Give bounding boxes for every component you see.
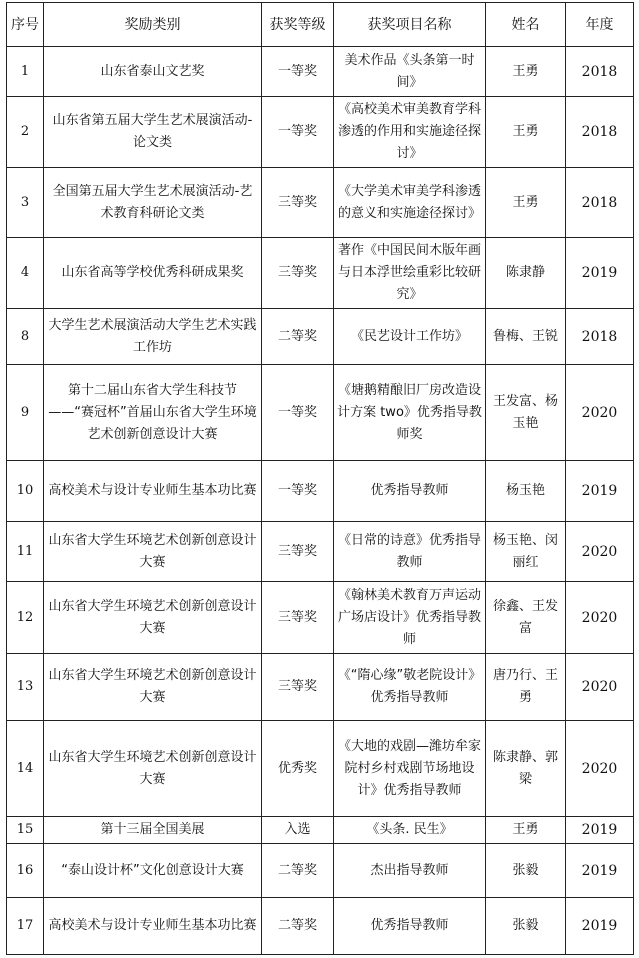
cell-project: 《“隋心缘”敬老院设计》优秀指导教师	[334, 654, 486, 721]
cell-year: 2019	[566, 461, 634, 522]
cell-name: 鲁梅、王锐	[486, 309, 566, 365]
cell-year: 2019	[566, 844, 634, 898]
cell-project: 《塘鹅精酿旧厂房改造设计方案 two》优秀指导教师奖	[334, 365, 486, 461]
cell-project: 《大学美术审美学科渗透的意义和实施途径探讨》	[334, 168, 486, 238]
cell-project: 《日常的诗意》优秀指导教师	[334, 522, 486, 582]
cell-category: 高校美术与设计专业师生基本功比赛	[44, 461, 262, 522]
table-row	[7, 844, 634, 898]
cell-category: 山东省大学生环境艺术创新创意设计大赛	[44, 522, 262, 582]
cell-no: 3	[7, 168, 44, 238]
cell-project: 优秀指导教师	[334, 461, 486, 522]
header-year: 年度	[566, 3, 634, 47]
table-row	[7, 461, 634, 522]
cell-no: 8	[7, 309, 44, 365]
cell-project: 《民艺设计工作坊》	[334, 309, 486, 365]
cell-project: 《大地的戏剧—潍坊牟家院村乡村戏剧节场地设计》优秀指导教师	[334, 721, 486, 817]
table-row	[7, 654, 634, 721]
cell-category: 大学生艺术展演活动大学生艺术实践工作坊	[44, 309, 262, 365]
cell-no: 17	[7, 898, 44, 955]
cell-no: 13	[7, 654, 44, 721]
cell-level: 入选	[262, 817, 334, 844]
cell-year: 2019	[566, 238, 634, 309]
cell-year: 2019	[566, 817, 634, 844]
cell-category: 山东省泰山文艺奖	[44, 47, 262, 97]
cell-category: 高校美术与设计专业师生基本功比赛	[44, 898, 262, 955]
cell-level: 三等奖	[262, 168, 334, 238]
cell-name: 张毅	[486, 898, 566, 955]
cell-no: 9	[7, 365, 44, 461]
cell-project: 《翰林美术教育万声运动广场店设计》优秀指导教师	[334, 582, 486, 654]
cell-year: 2020	[566, 654, 634, 721]
cell-category: 第十二届山东省大学生科技节——“赛冠杯”首届山东省大学生环境艺术创新创意设计大赛	[44, 365, 262, 461]
table-row	[7, 309, 634, 365]
cell-category: 山东省大学生环境艺术创新创意设计大赛	[44, 582, 262, 654]
cell-no: 11	[7, 522, 44, 582]
cell-name: 王勇	[486, 168, 566, 238]
cell-level: 三等奖	[262, 582, 334, 654]
cell-year: 2020	[566, 365, 634, 461]
cell-project: 《头条. 民生》	[334, 817, 486, 844]
cell-year: 2019	[566, 898, 634, 955]
cell-name: 王勇	[486, 817, 566, 844]
cell-project: 美术作品《头条第一时间》	[334, 47, 486, 97]
cell-category: 山东省第五届大学生艺术展演活动-论文类	[44, 97, 262, 168]
cell-no: 2	[7, 97, 44, 168]
cell-level: 优秀奖	[262, 721, 334, 817]
table-row	[7, 817, 634, 844]
cell-no: 16	[7, 844, 44, 898]
header-category: 奖励类别	[44, 3, 262, 47]
cell-name: 唐乃行、王勇	[486, 654, 566, 721]
cell-name: 杨玉艳、闵丽红	[486, 522, 566, 582]
cell-level: 一等奖	[262, 365, 334, 461]
cell-year: 2020	[566, 522, 634, 582]
table-row	[7, 365, 634, 461]
cell-no: 14	[7, 721, 44, 817]
cell-category: 山东省大学生环境艺术创新创意设计大赛	[44, 721, 262, 817]
awards-table	[6, 2, 634, 955]
cell-name: 杨玉艳	[486, 461, 566, 522]
table-row	[7, 898, 634, 955]
table-row	[7, 97, 634, 168]
cell-category: 山东省大学生环境艺术创新创意设计大赛	[44, 654, 262, 721]
cell-level: 三等奖	[262, 522, 334, 582]
cell-level: 一等奖	[262, 97, 334, 168]
cell-category: 全国第五届大学生艺术展演活动-艺术教育科研论文类	[44, 168, 262, 238]
table-row	[7, 582, 634, 654]
cell-project: 杰出指导教师	[334, 844, 486, 898]
cell-no: 4	[7, 238, 44, 309]
cell-name: 王发富、杨玉艳	[486, 365, 566, 461]
cell-year: 2020	[566, 582, 634, 654]
cell-category: “泰山设计杯”文化创意设计大赛	[44, 844, 262, 898]
cell-name: 王勇	[486, 97, 566, 168]
cell-project: 《高校美术审美教育学科渗透的作用和实施途径探讨》	[334, 97, 486, 168]
cell-name: 陈隶静、郭梁	[486, 721, 566, 817]
cell-name: 张毅	[486, 844, 566, 898]
cell-level: 二等奖	[262, 309, 334, 365]
cell-level: 一等奖	[262, 461, 334, 522]
cell-no: 15	[7, 817, 44, 844]
header-level: 获奖等级	[262, 3, 334, 47]
header-row	[7, 3, 634, 47]
cell-level: 三等奖	[262, 654, 334, 721]
table-row	[7, 47, 634, 97]
header-project: 获奖项目名称	[334, 3, 486, 47]
cell-category: 第十三届全国美展	[44, 817, 262, 844]
cell-project: 著作《中国民间木版年画与日本浮世绘重彩比较研究》	[334, 238, 486, 309]
cell-name: 陈隶静	[486, 238, 566, 309]
cell-level: 三等奖	[262, 238, 334, 309]
cell-level: 一等奖	[262, 47, 334, 97]
table-row	[7, 522, 634, 582]
cell-year: 2020	[566, 721, 634, 817]
cell-no: 12	[7, 582, 44, 654]
cell-name: 徐鑫、王发富	[486, 582, 566, 654]
cell-project: 优秀指导教师	[334, 898, 486, 955]
cell-name: 王勇	[486, 47, 566, 97]
header-name: 姓名	[486, 3, 566, 47]
cell-level: 二等奖	[262, 898, 334, 955]
header-no: 序号	[7, 3, 44, 47]
cell-year: 2018	[566, 168, 634, 238]
table-row	[7, 721, 634, 817]
cell-no: 1	[7, 47, 44, 97]
table-row	[7, 238, 634, 309]
cell-category: 山东省高等学校优秀科研成果奖	[44, 238, 262, 309]
cell-year: 2018	[566, 97, 634, 168]
cell-year: 2018	[566, 47, 634, 97]
cell-year: 2018	[566, 309, 634, 365]
table-row	[7, 168, 634, 238]
cell-no: 10	[7, 461, 44, 522]
cell-level: 二等奖	[262, 844, 334, 898]
